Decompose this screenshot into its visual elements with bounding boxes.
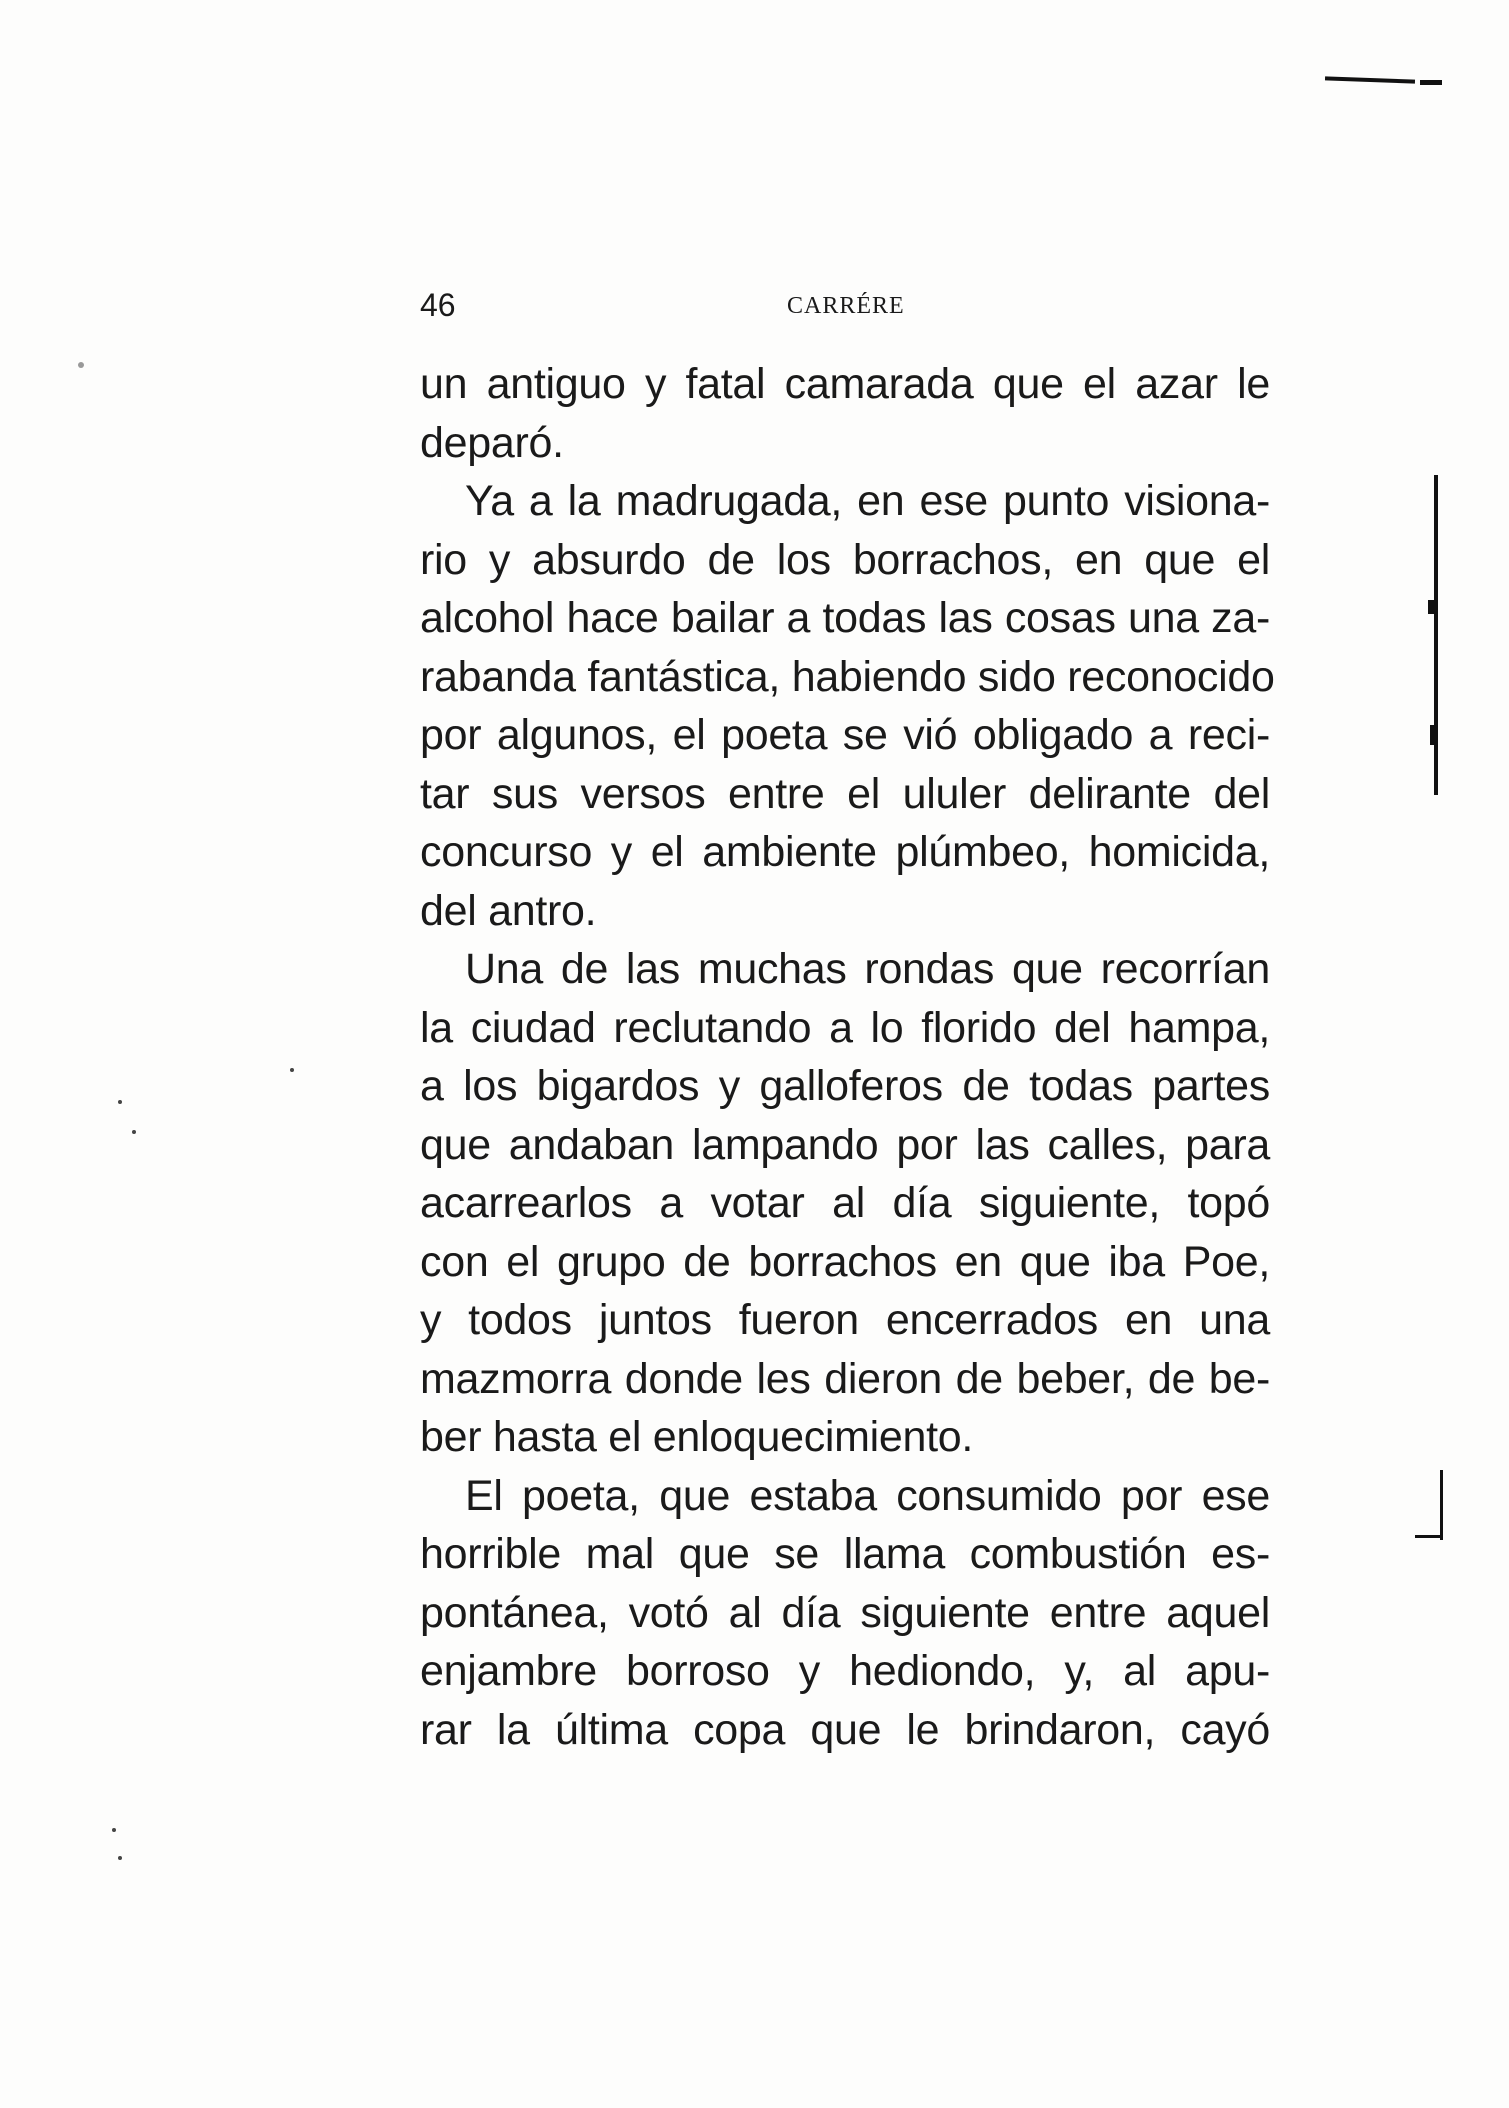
scan-speck xyxy=(78,362,84,368)
text-line: enjambre borroso y hediondo, y, al apu- xyxy=(420,1647,1270,1695)
text-line: rar la última copa que le brindaron, cayó xyxy=(420,1705,1270,1754)
scan-edge-mark xyxy=(1415,1535,1441,1538)
text-line: que andaban lampando por las calles, para xyxy=(420,1120,1270,1169)
body-text xyxy=(420,355,1275,1759)
text-line: por algunos, el poeta se vió obligado a reci- xyxy=(420,711,1270,759)
text-line: un antiguo y fatal camarada que el azar le xyxy=(420,360,1270,408)
page-number: 46 xyxy=(420,287,456,323)
scan-speck xyxy=(118,1856,122,1860)
text-line: horrible mal que se llama combustión es- xyxy=(420,1530,1270,1578)
scan-edge-mark xyxy=(1428,600,1436,614)
scan-speck xyxy=(118,1100,122,1104)
text-line: rio y absurdo de los borrachos, en que el xyxy=(420,535,1270,584)
scan-edge-mark xyxy=(1430,725,1436,745)
text-line: alcohol hace bailar a todas las cosas una za- xyxy=(420,594,1270,642)
text-line: con el grupo de borrachos en que iba Poe, xyxy=(420,1237,1270,1286)
text-line: tar sus versos entre el ululer delirante del xyxy=(420,769,1270,818)
text-line: acarrearlos a votar al día siguiente, topó xyxy=(420,1179,1270,1227)
text-line: pontánea, votó al día siguiente entre aquel xyxy=(420,1588,1270,1637)
scan-speck xyxy=(132,1130,136,1134)
text-line: concurso y el ambiente plúmbeo, homicida, xyxy=(420,828,1270,876)
text-line: Una de las muchas rondas que recorrían xyxy=(465,945,1270,993)
text-line: y todos juntos fueron encerrados en una xyxy=(420,1296,1270,1344)
text-line: El poeta, que estaba consumido por ese xyxy=(465,1471,1270,1520)
text-line: a los bigardos y galloferos de todas partes xyxy=(420,1062,1270,1110)
scan-edge-mark xyxy=(1434,475,1438,795)
text-line: la ciudad reclutando a lo florido del hampa, xyxy=(420,1003,1270,1052)
text-line: del antro. xyxy=(420,886,597,935)
text-line: rabanda fantástica, habiendo sido reconocido xyxy=(420,652,1275,701)
running-head xyxy=(420,285,1270,325)
text-line: ber hasta el enloquecimiento. xyxy=(420,1413,974,1461)
text-line: deparó. xyxy=(420,418,564,467)
scan-edge-mark xyxy=(1420,80,1442,85)
scan-edge-mark xyxy=(1440,1470,1443,1540)
text-line: Ya a la madrugada, en ese punto visiona- xyxy=(465,477,1270,525)
scan-speck xyxy=(112,1828,116,1832)
scan-speck xyxy=(290,1068,294,1072)
running-title: CARRÉRE xyxy=(787,293,905,319)
scan-edge-mark xyxy=(1325,76,1415,83)
text-line: mazmorra donde les dieron de beber, de be- xyxy=(420,1354,1270,1403)
